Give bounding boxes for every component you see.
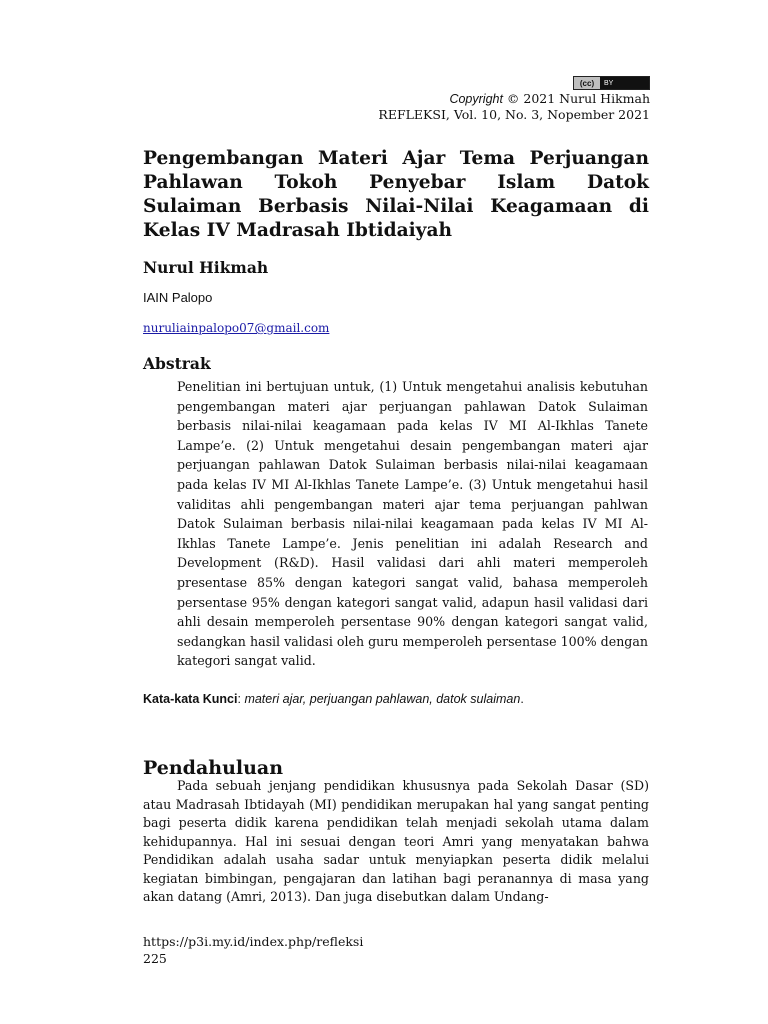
journal-citation: REFLEKSI, Vol. 10, No. 3, Nopember 2021 <box>378 107 650 122</box>
cc-icon: (cc) <box>574 77 600 89</box>
keywords-separator: : <box>237 692 245 706</box>
abstract-heading: Abstrak <box>143 354 211 373</box>
copyright-word: Copyright <box>449 92 503 106</box>
author-email-link[interactable]: nuruliainpalopo07@gmail.com <box>143 321 330 335</box>
keywords-end: . <box>520 692 524 706</box>
keywords-line <box>143 692 649 706</box>
author-affiliation: IAIN Palopo <box>143 290 213 305</box>
keywords-label: Kata-kata Kunci <box>143 692 238 706</box>
introduction-text: Pada sebuah jenjang pendidikan khususnya pada Sekolah Dasar (SD) atau Madrasah Ibtidayah (MI) pendidikan merupakan hal yang sangat penting bagi peserta didik karena pendidikan telah menjadi sekolah utama dalam kehidupannya. Hal ini sesuai dengan teori Amri yang menyatakan bahwa Pendidikan adalah usaha sadar untuk menyiapkan peserta didik melalui kegiatan bimbingan, pengajaran dan latihan bagi peranannya di masa yang akan datang (Amri, 2013). Dan juga disebutkan dalam Undang- <box>143 778 649 904</box>
journal-url-link[interactable]: https://p3i.my.id/index.php/refleksi <box>143 934 364 949</box>
introduction-heading: Pendahuluan <box>143 757 284 779</box>
keywords-values: materi ajar, perjuangan pahlawan, datok sulaiman <box>244 692 521 706</box>
abstract-text: Penelitian ini bertujuan untuk, (1) Untuk mengetahui analisis kebutuhan pengembangan materi ajar perjuangan pahlawan Datok Sulaiman berbasis nilai-nilai keagamaan pada kelas IV MI Al-Ikhlas Tanete Lampe’e. (2) Untuk mengetahui desain pengembangan materi ajar perjuangan pahlawan Datok Sulaiman berbasis nilai-nilai keagamaan pada kelas IV MI Al-Ikhlas Tanete Lampe’e. (3) Untuk mengetahui hasil validitas ahli pengembangan materi ajar tema perjuangan pahlwan Datok Sulaiman berbasis nilai-nilai keagamaan pada kelas IV MI Al-Ikhlas Tanete Lampe’e. Jenis penelitian ini adalah Research and Development (R&D). Hasil validasi dari ahli materi memperoleh presentase 85% dengan kategori sangat valid, bahasa memperoleh persentase 95% dengan kategori sangat valid, adapun hasil validasi dari ahli desain memperoleh persentase 90% dengan kategori sangat valid, sedangkan hasil validasi oleh guru memperoleh persentase 100% dengan kategori sangat valid. <box>177 379 648 669</box>
article-title: Pengembangan Materi Ajar Tema Perjuangan Pahlawan Tokoh Penyebar Islam Datok Sulaiman Berbasis Nilai-Nilai Keagamaan di Kelas IV Madrasah Ibtidaiyah <box>143 148 649 241</box>
copyright-line <box>250 91 650 107</box>
by-icon: BY <box>600 77 649 89</box>
page-number: 225 <box>143 951 167 966</box>
copyright-holder: © 2021 Nurul Hikmah <box>502 91 650 106</box>
cc-by-license-badge[interactable] <box>573 76 650 90</box>
author-name: Nurul Hikmah <box>143 258 269 277</box>
